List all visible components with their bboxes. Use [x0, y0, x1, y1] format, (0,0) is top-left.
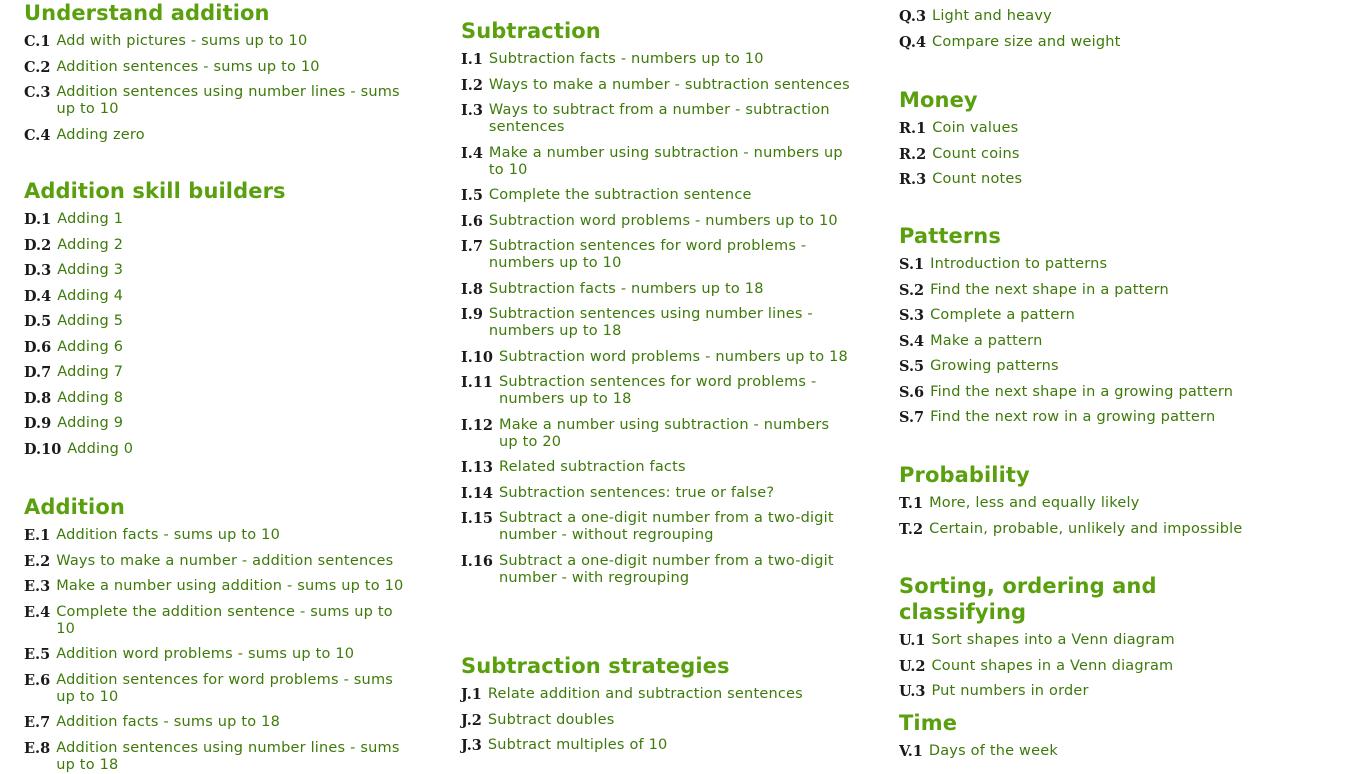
skill-link[interactable]	[24, 211, 404, 228]
skill-code: Q.3	[899, 8, 927, 25]
skill-name[interactable]: Adding zero	[56, 126, 145, 143]
skill-name[interactable]: Subtract a one-digit number from a two-digit number - without regrouping	[499, 510, 834, 543]
skill-code: I.13	[461, 459, 494, 476]
skill-code: C.1	[24, 33, 51, 50]
skill-name[interactable]: Addition facts - sums up to 18	[56, 714, 280, 730]
section-patterns	[899, 223, 1259, 426]
skill-code: J.1	[461, 686, 482, 703]
section-addition	[24, 494, 404, 774]
skill-link[interactable]	[24, 672, 404, 706]
skill-name[interactable]: Adding 7	[57, 364, 124, 380]
skill-link[interactable]	[899, 409, 1259, 426]
skill-code: S.2	[899, 281, 925, 299]
skill-link[interactable]	[24, 390, 404, 407]
skill-code: T.2	[899, 520, 924, 538]
skill-name[interactable]: Add with pictures - sums up to 10	[56, 33, 308, 49]
skill-code: U.3	[899, 683, 926, 700]
skill-link[interactable]	[24, 127, 404, 144]
skill-code: E.6	[24, 671, 51, 689]
skill-code: E.4	[24, 603, 51, 621]
skill-name[interactable]: Make a pattern	[930, 332, 1043, 349]
skill-code: R.2	[899, 145, 927, 163]
section-understand-addition	[24, 0, 404, 144]
skill-link[interactable]	[24, 237, 404, 254]
skill-code: V.1	[899, 743, 923, 760]
skill-code: D.10	[24, 440, 62, 458]
skill-link[interactable]	[461, 102, 851, 136]
skill-name[interactable]: Complete the subtraction sentence	[488, 187, 752, 203]
skill-link[interactable]	[24, 553, 404, 570]
skill-code: I.11	[461, 374, 494, 391]
skill-name[interactable]: Coin values	[932, 120, 1019, 136]
skill-link[interactable]	[461, 417, 851, 451]
skill-link[interactable]	[24, 604, 404, 638]
skill-code: E.3	[24, 578, 51, 595]
section-probability	[899, 462, 1259, 538]
section-subtraction-strategies	[461, 653, 851, 754]
skill-link[interactable]	[24, 578, 404, 595]
skill-code: J.2	[461, 711, 482, 729]
skill-link[interactable]	[24, 714, 404, 731]
skill-name[interactable]: Sort shapes into a Venn diagram	[931, 632, 1175, 648]
skill-link[interactable]	[24, 262, 404, 279]
skill-code: E.8	[24, 739, 51, 757]
skill-name[interactable]: Subtraction sentences for word problems - numbers up to 10	[488, 238, 807, 271]
skill-name[interactable]: Addition sentences using number lines - sums up to 18	[56, 739, 400, 773]
skill-link[interactable]	[24, 313, 404, 330]
skill-code: D.4	[24, 287, 52, 305]
skill-link[interactable]	[24, 288, 404, 305]
skill-name[interactable]: Days of the week	[928, 743, 1058, 759]
skill-link[interactable]	[461, 213, 851, 230]
skill-code: I.3	[461, 102, 483, 119]
skill-name[interactable]: Count notes	[932, 171, 1023, 187]
skill-code: S.6	[899, 383, 925, 401]
skill-link[interactable]	[899, 120, 1259, 137]
section-measurement-continued	[899, 1, 1259, 51]
skill-name[interactable]: Addition facts - sums up to 10	[56, 527, 280, 543]
skill-link[interactable]	[899, 521, 1259, 538]
skill-link[interactable]	[461, 145, 851, 179]
skill-code: I.6	[461, 212, 483, 230]
skill-code: I.9	[461, 306, 483, 323]
section-title: Subtraction strategies	[461, 654, 730, 678]
skill-name[interactable]: Adding 3	[57, 262, 124, 278]
skill-link[interactable]	[24, 646, 404, 663]
section-time	[899, 710, 1259, 760]
skill-name[interactable]: Addition sentences for word problems - sums up to 10	[56, 671, 394, 705]
skill-name[interactable]: Subtract doubles	[487, 711, 615, 728]
section-title: Understand addition	[24, 1, 270, 25]
skill-name[interactable]: Adding 4	[57, 287, 124, 304]
skill-link[interactable]	[461, 553, 851, 587]
skill-name[interactable]: Complete a pattern	[930, 307, 1075, 323]
skill-link[interactable]	[899, 171, 1259, 188]
skill-link[interactable]	[461, 187, 851, 204]
skill-name[interactable]: Make a number using subtraction - numbers up to 10	[488, 144, 843, 178]
skill-name[interactable]: Addition sentences - sums up to 10	[56, 58, 320, 75]
skill-code: I.14	[461, 484, 494, 502]
skill-link[interactable]	[899, 743, 1259, 760]
skill-name[interactable]: More, less and equally likely	[929, 495, 1140, 511]
skill-code: D.5	[24, 313, 52, 330]
skill-code: E.7	[24, 714, 51, 731]
skill-link[interactable]	[899, 307, 1259, 324]
skill-name[interactable]: Introduction to patterns	[930, 256, 1108, 272]
skill-name[interactable]: Adding 1	[57, 211, 124, 227]
skill-code: D.6	[24, 338, 52, 356]
skill-name[interactable]: Find the next shape in a growing pattern	[930, 383, 1234, 400]
skill-name[interactable]: Make a number using subtraction - numbers up to 20	[499, 416, 830, 450]
skill-name[interactable]: Complete the addition sentence - sums up to 10	[56, 603, 393, 637]
skill-name[interactable]: Adding 9	[57, 415, 124, 431]
section-sorting-ordering-classifying	[899, 573, 1259, 700]
skill-code: D.3	[24, 262, 52, 279]
section-title: Addition skill builders	[24, 179, 286, 203]
skill-link[interactable]	[24, 84, 404, 118]
section-title: Patterns	[899, 224, 1001, 248]
skill-link[interactable]	[24, 415, 404, 432]
section-title: Time	[899, 711, 958, 735]
skill-link[interactable]	[461, 349, 851, 366]
skill-link[interactable]	[461, 51, 851, 68]
skill-link[interactable]	[899, 146, 1259, 163]
skill-code: R.3	[899, 171, 927, 188]
skill-link[interactable]	[461, 77, 851, 94]
section-title: Probability	[899, 463, 1030, 487]
skill-code: S.7	[899, 409, 925, 426]
skill-code: R.1	[899, 120, 927, 137]
skill-code: D.9	[24, 415, 52, 432]
skill-name[interactable]: Subtraction sentences using number lines - numbers up to 18	[488, 306, 813, 339]
section-title: Subtraction	[461, 19, 601, 43]
skill-code: J.3	[461, 737, 482, 754]
skill-code: Q.4	[899, 33, 927, 51]
skill-link[interactable]	[461, 306, 851, 340]
skill-name[interactable]: Addition word problems - sums up to 10	[56, 646, 355, 662]
skill-name[interactable]: Addition sentences using number lines - sums up to 10	[56, 84, 400, 117]
skill-name[interactable]: Make a number using addition - sums up to 10	[56, 578, 404, 594]
skill-link[interactable]	[24, 364, 404, 381]
skill-link[interactable]	[461, 712, 851, 729]
skill-name[interactable]: Subtract multiples of 10	[487, 737, 668, 753]
skill-link[interactable]	[24, 59, 404, 76]
skill-link[interactable]	[899, 8, 1259, 25]
skill-name[interactable]: Adding 8	[57, 389, 124, 406]
skill-link[interactable]	[899, 658, 1259, 675]
skill-link[interactable]	[899, 632, 1259, 649]
skill-name[interactable]: Light and heavy	[932, 8, 1052, 24]
section-title: Sorting, ordering and classifying	[899, 574, 1157, 624]
skill-name[interactable]: Subtract a one-digit number from a two-digit number - with regrouping	[499, 552, 834, 586]
skill-code: E.1	[24, 527, 51, 544]
skill-link[interactable]	[24, 527, 404, 544]
skill-name[interactable]: Count shapes in a Venn diagram	[931, 657, 1174, 674]
skill-code: S.5	[899, 358, 925, 375]
skill-code: I.5	[461, 187, 483, 204]
skill-code: C.4	[24, 126, 51, 144]
skill-link[interactable]	[461, 485, 851, 502]
skill-link[interactable]	[461, 281, 851, 298]
skill-name[interactable]: Subtraction word problems - numbers up to 10	[488, 212, 838, 229]
skill-code: S.1	[899, 256, 925, 273]
skill-name[interactable]: Related subtraction facts	[499, 459, 686, 475]
skill-code: D.1	[24, 211, 52, 228]
skill-name[interactable]: Subtraction facts - numbers up to 10	[488, 51, 764, 67]
skill-code: D.7	[24, 364, 52, 381]
skill-code: I.8	[461, 280, 483, 298]
skill-code: I.4	[461, 144, 483, 162]
skill-name[interactable]: Adding 2	[57, 236, 124, 253]
skill-name[interactable]: Adding 0	[67, 440, 134, 457]
skill-link[interactable]	[24, 441, 404, 458]
skill-link[interactable]	[24, 33, 404, 50]
skill-link[interactable]	[461, 737, 851, 754]
skill-name[interactable]: Count coins	[932, 145, 1020, 162]
skill-code: E.5	[24, 646, 51, 663]
skill-link[interactable]	[24, 740, 404, 774]
skill-code: I.1	[461, 51, 483, 68]
skill-code: I.15	[461, 510, 494, 527]
skill-code: I.16	[461, 552, 494, 570]
skill-code: C.3	[24, 84, 51, 101]
section-subtraction	[461, 18, 851, 587]
skill-code: U.2	[899, 657, 926, 675]
section-title: Money	[899, 88, 978, 112]
skill-link[interactable]	[461, 686, 851, 703]
skill-code: D.8	[24, 389, 52, 407]
skill-name[interactable]: Compare size and weight	[932, 33, 1121, 50]
skill-name[interactable]: Adding 5	[57, 313, 124, 329]
skill-name[interactable]: Subtraction sentences for word problems - numbers up to 18	[499, 374, 817, 407]
skill-link[interactable]	[461, 374, 851, 408]
skill-code: I.12	[461, 416, 494, 434]
skill-name[interactable]: Adding 6	[57, 338, 124, 355]
skill-code: I.7	[461, 238, 483, 255]
skill-code: I.2	[461, 76, 483, 94]
skill-code: I.10	[461, 348, 494, 366]
skill-link[interactable]	[24, 339, 404, 356]
skill-link[interactable]	[899, 495, 1259, 512]
skill-code: E.2	[24, 552, 51, 570]
section-title: Addition	[24, 495, 125, 519]
skill-link[interactable]	[899, 358, 1259, 375]
skill-link[interactable]	[461, 510, 851, 544]
skill-name[interactable]: Ways to make a number - addition sentences	[56, 552, 394, 569]
skill-link[interactable]	[899, 282, 1259, 299]
skill-name[interactable]: Growing patterns	[930, 358, 1059, 374]
skill-link[interactable]	[461, 238, 851, 272]
skill-code: C.2	[24, 58, 51, 76]
skill-link[interactable]	[899, 34, 1259, 51]
section-money	[899, 87, 1259, 188]
skill-code: T.1	[899, 495, 924, 512]
skill-name[interactable]: Relate addition and subtraction sentences	[487, 686, 803, 702]
skill-code: U.1	[899, 632, 926, 649]
skill-name[interactable]: Subtraction word problems - numbers up to 18	[499, 348, 848, 365]
skill-name[interactable]: Find the next row in a growing pattern	[930, 409, 1216, 425]
skill-name[interactable]: Ways to make a number - subtraction sentences	[488, 76, 850, 93]
skill-link[interactable]	[899, 256, 1259, 273]
skill-link[interactable]	[461, 459, 851, 476]
skill-link[interactable]	[899, 384, 1259, 401]
skill-name[interactable]: Put numbers in order	[931, 683, 1089, 699]
skill-name[interactable]: Subtraction facts - numbers up to 18	[488, 280, 764, 297]
skill-link[interactable]	[899, 333, 1259, 350]
skill-code: D.2	[24, 236, 52, 254]
skill-name[interactable]: Find the next shape in a pattern	[930, 281, 1169, 298]
skill-code: S.4	[899, 332, 925, 350]
skill-name[interactable]: Ways to subtract from a number - subtraction sentences	[488, 102, 830, 135]
skill-link[interactable]	[899, 683, 1259, 700]
skill-name[interactable]: Subtraction sentences: true or false?	[499, 484, 775, 501]
skill-name[interactable]: Certain, probable, unlikely and impossible	[929, 520, 1243, 537]
skill-code: S.3	[899, 307, 925, 324]
section-addition-skill-builders	[24, 178, 404, 458]
